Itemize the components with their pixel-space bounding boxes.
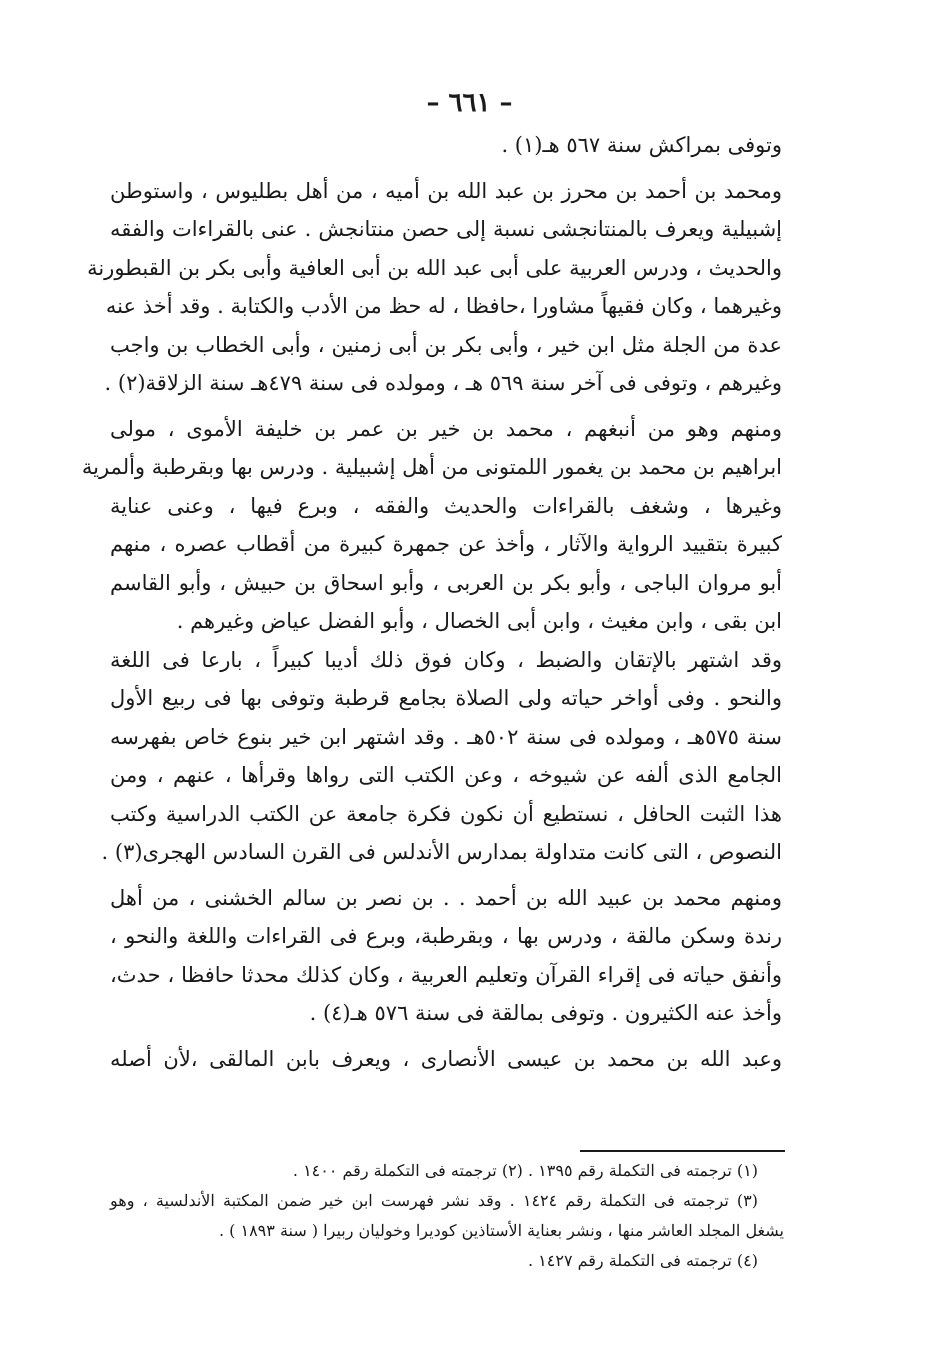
- text-line: ابن بقى ، وابن مغيث ، وابن أبى الخصال ، وأبو الفضل عياض وغيرهم .: [176, 609, 782, 633]
- text-line: وتوفى بمراكش سنة ٥٦٧ هـ(١) .: [501, 133, 782, 157]
- paragraph-gap: [110, 1033, 782, 1040]
- footnote-line: (١) ترجمته فى التكملة رقم ١٣٩٥ . (٢) ترجمته فى التكملة رقم ١٤٠٠ .: [292, 1161, 758, 1180]
- text-line: ومنهم محمد بن عبيد الله بن أحمد . . بن نصر بن سالم الخشنى ، من أهل: [110, 885, 782, 910]
- footnotes: [110, 1156, 784, 1276]
- footnote-line: يشغل المجلد العاشر منها ، ونشر بعناية الأستاذين كوديرا وخوليان ربيرا ( سنة ١٨٩٣ ) .: [218, 1221, 784, 1240]
- text-line: كبيرة بتقييد الرواية والآثار ، وأخذ عن جمهرة كبيرة من أقطاب عصره ، منهم: [110, 532, 782, 556]
- paragraph-gap: [110, 165, 782, 172]
- text-line: ابراهيم بن محمد بن يغمور اللمتونى من أهل إشبيلية . ودرس بها وبقرطبة وألمرية: [81, 455, 782, 479]
- text-line: وعبد الله بن محمد بن عيسى الأنصارى ، ويعرف بابن المالقى ،لأن أصله: [110, 1046, 782, 1071]
- text-line: ومحمد بن أحمد بن محرز بن عبد الله بن أميه ، من أهل بطليوس ، واستوطن: [110, 178, 782, 203]
- text-line: وغيرهما ، وكان فقيهاً مشاورا ،حافظا ، له حظ من الأدب والكتابة . وقد أخذ عنه: [105, 294, 782, 318]
- text-line: عدة من الجلة مثل ابن خير ، وأبى بكر بن أبى زمنين ، وأبى الخطاب بن واجب: [110, 332, 782, 357]
- text-line: ومنهم وهو من أنبغهم ، محمد بن خير بن عمر بن خليفة الأموى ، مولى: [110, 416, 782, 441]
- text-line: إشبيلية ويعرف بالمنتانجشى نسبة إلى حصن منتانجش . عنى بالقراءات والفقه: [110, 217, 782, 241]
- body-text: [81, 126, 782, 1078]
- text-line: أبو مروان الباجى ، وأبو بكر بن العربى ، وأبو اسحاق بن حبيش ، وأبو القاسم: [110, 570, 782, 595]
- paragraph-gap: [110, 872, 782, 879]
- footnote-separator: [580, 1150, 785, 1152]
- text-line: سنة ٥٧٥هـ ، ومولده فى سنة ٥٠٢هـ . وقد اشتهر ابن خير بنوع خاص بفهرسه: [110, 724, 782, 749]
- footnote-line: (٤) ترجمته فى التكملة رقم ١٤٢٧ .: [527, 1251, 758, 1270]
- text-line: وأخذ عنه الكثيرون . وتوفى بمالقة فى سنة ٥٧٦ هـ(٤) .: [309, 1001, 782, 1025]
- text-line: هذا الثبت الحافل ، نستطيع أن نكون فكرة جامعة عن الكتب الدراسية وكتب: [110, 801, 782, 826]
- footnote-line: (٣) ترجمته فى التكملة رقم ١٤٢٤ . وقد نشر فهرست ابن خير ضمن المكتبة الأندلسية ، وهو: [110, 1191, 758, 1210]
- text-line: وغيرهم ، وتوفى فى آخر سنة ٥٦٩ هـ ، ومولده فى سنة ٤٧٩هـ سنة الزلاقة(٢) .: [104, 371, 782, 395]
- page-number: – ٦٦١ –: [426, 88, 513, 118]
- text-line: رندة وسكن مالقة ، ودرس بها ، وبقرطبة، وبرع فى القراءات واللغة والنحو ،: [110, 924, 782, 948]
- text-line: وأنفق حياته فى إقراء القرآن وتعليم العربية ، وكان كذلك محدثا حافظا ، حدث،: [110, 962, 782, 987]
- text-line: وقد اشتهر بالإتقان والضبط ، وكان فوق ذلك أديبا كبيراً ، بارعا فى اللغة: [110, 647, 782, 672]
- text-line: والحديث ، ودرس العربية على أبى عبد الله بن أبى العافية وأبى بكر بن القبطورنة: [87, 255, 782, 280]
- text-line: وغيرها ، وشغف بالقراءات والحديث والفقه ، وبرع فيها ، وعنى عناية: [110, 493, 782, 518]
- text-line: والنحو . وفى أواخر حياته ولى الصلاة بجامع قرطبة وتوفى بها فى ربيع الأول: [110, 686, 782, 710]
- text-line: النصوص ، التى كانت متداولة بمدارس الأندلس فى القرن السادس الهجرى(٣) .: [101, 840, 782, 864]
- paragraph-gap: [110, 403, 782, 410]
- text-line: الجامع الذى ألفه عن شيوخه ، وعن الكتب التى رواها وقرأها ، عنهم ، ومن: [110, 763, 782, 787]
